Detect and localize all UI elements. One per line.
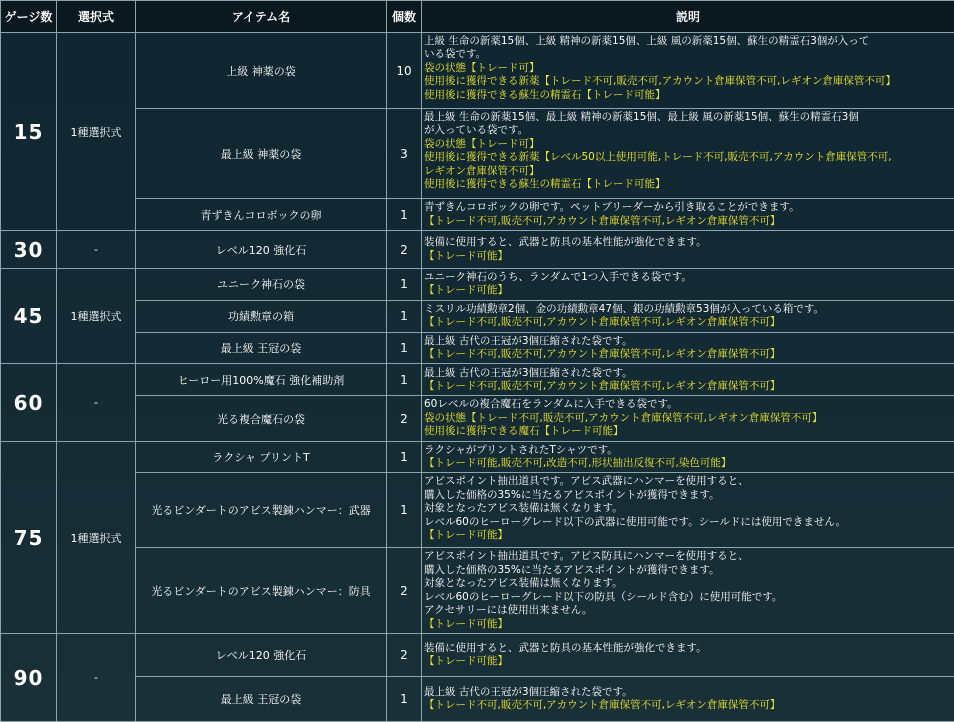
description-line: レベル60のヒーローグレード以下の防具（シールド含む）に使用可能です。 [424,591,952,604]
quantity-cell: 1 [387,269,422,301]
table-row [1,548,954,634]
quantity-cell: 1 [387,677,422,722]
item-name-cell: レベル120 強化石 [136,231,387,269]
description-cell [422,396,954,441]
description-line: 60レベルの複合魔石をランダムに入手できる袋です。 [424,398,952,411]
description-note-line: 袋の状態【トレード不可,販売不可,アカウント倉庫保管不可,レギオン倉庫保管不可】 [424,412,952,425]
table-row [1,441,954,473]
quantity-cell: 1 [387,332,422,364]
header-description: 説明 [422,1,954,33]
gauge-cell: 60 [1,364,57,441]
table-row [1,199,954,231]
gauge-cell: 75 [1,441,57,634]
gauge-cell: 30 [1,231,57,269]
description-line: レベル60のヒーローグレード以下の武器に使用可能です。シールドには使用できません。 [424,516,952,529]
description-note-line: レギオン倉庫保管不可】 [424,165,952,178]
item-name-cell: ラクシャ プリントT [136,441,387,473]
table-row [1,109,954,199]
description-cell [422,364,954,396]
quantity-cell: 1 [387,364,422,396]
description-cell [422,548,954,634]
description-line: ラクシャがプリントされたTシャツです。 [424,444,952,457]
table-row [1,332,954,364]
item-name-cell: 最上級 王冠の袋 [136,332,387,364]
quantity-cell: 10 [387,33,422,109]
description-note-line: 【トレード可能】 [424,250,952,263]
description-line: が入っている袋です。 [424,124,952,137]
description-cell [422,199,954,231]
description-note-line: 【トレード可能】 [424,529,952,542]
description-line: アクセサリーには使用出来ません。 [424,604,952,617]
item-name-cell: レベル120 強化石 [136,634,387,677]
description-line: ミスリル功績勲章2個、金の功績勲章47個、銀の功績勲章53個が入っている箱です。 [424,303,952,316]
table-row [1,33,954,109]
description-line: 購入した価格の35%に当たるアビスポイントが獲得できます。 [424,564,952,577]
item-name-cell: ヒーロー用100%魔石 強化補助剤 [136,364,387,396]
header-quantity: 個数 [387,1,422,33]
gauge-cell: 15 [1,33,57,231]
item-name-cell: 光る複合魔石の袋 [136,396,387,441]
description-note-line: 【トレード不可,販売不可,アカウント倉庫保管不可,レギオン倉庫保管不可】 [424,215,952,228]
description-line: ユニーク神石のうち、ランダムで1つ入手できる袋です。 [424,271,952,284]
table-row [1,677,954,722]
description-note-line: 【トレード不可,販売不可,アカウント倉庫保管不可,レギオン倉庫保管不可】 [424,348,952,361]
description-note-line: 【トレード不可,販売不可,アカウント倉庫保管不可,レギオン倉庫保管不可】 [424,316,952,329]
item-name-cell: 最上級 王冠の袋 [136,677,387,722]
description-note-line: 【トレード可能】 [424,284,952,297]
description-line: 購入した価格の35%に当たるアビスポイントが獲得できます。 [424,489,952,502]
description-cell [422,332,954,364]
description-line: 最上級 古代の王冠が3個圧縮された袋です。 [424,335,952,348]
select-type-cell: 1種選択式 [57,33,136,231]
quantity-cell: 2 [387,231,422,269]
select-type-cell: 1種選択式 [57,441,136,634]
description-note-line: 使用後に獲得できる蘇生の精霊石【トレード可能】 [424,178,952,191]
description-line: アビスポイント抽出道具です。アビス防具にハンマーを使用すると、 [424,550,952,563]
description-cell [422,441,954,473]
description-note-line: 使用後に獲得できる新薬【トレード不可,販売不可,アカウント倉庫保管不可,レギオン倉庫保管不可】 [424,75,952,88]
quantity-cell: 3 [387,109,422,199]
select-type-cell: - [57,364,136,441]
description-line: 対象となったアビス装備は無くなります。 [424,502,952,515]
quantity-cell: 2 [387,396,422,441]
description-note-line: 【トレード可能,販売不可,改造不可,形状抽出反復不可,染色可能】 [424,457,952,470]
description-cell [422,677,954,722]
description-cell [422,300,954,332]
table-body [1,33,954,722]
description-cell [422,33,954,109]
item-name-cell: 功績勲章の箱 [136,300,387,332]
description-note-line: 【トレード可能】 [424,655,952,668]
item-name-cell: 光るビンダートのアビス製錬ハンマー：武器 [136,473,387,548]
description-note-line: 袋の状態【トレード可】 [424,62,952,75]
description-line: アビスポイント抽出道具です。アビス武器にハンマーを使用すると、 [424,475,952,488]
description-line: いる袋です。 [424,48,952,61]
item-name-cell: 光るビンダートのアビス製錬ハンマー：防具 [136,548,387,634]
description-line: 装備に使用すると、武器と防具の基本性能が強化できます。 [424,642,952,655]
description-cell [422,109,954,199]
select-type-cell: - [57,634,136,722]
quantity-cell: 1 [387,199,422,231]
description-line: 最上級 古代の王冠が3個圧縮された袋です。 [424,686,952,699]
table-row [1,364,954,396]
description-line: 上級 生命の新薬15個、上級 精神の新薬15個、上級 風の新薬15個、蘇生の精霊石3個が入って [424,35,952,48]
description-note-line: 袋の状態【トレード可】 [424,138,952,151]
quantity-cell: 1 [387,473,422,548]
description-line: 最上級 古代の王冠が3個圧縮された袋です。 [424,367,952,380]
gauge-cell: 90 [1,634,57,722]
description-cell [422,634,954,677]
description-line: 対象となったアビス装備は無くなります。 [424,577,952,590]
header-select: 選択式 [57,1,136,33]
quantity-cell: 1 [387,441,422,473]
description-note-line: 【トレード不可,販売不可,アカウント倉庫保管不可,レギオン倉庫保管不可】 [424,380,952,393]
description-note-line: 使用後に獲得できる新薬【レベル50以上使用可能,トレード不可,販売不可,アカウント倉庫保管不可, [424,151,952,164]
table-row [1,300,954,332]
item-name-cell: 上級 神薬の袋 [136,33,387,109]
table-row [1,473,954,548]
quantity-cell: 2 [387,634,422,677]
description-cell [422,269,954,301]
quantity-cell: 2 [387,548,422,634]
description-note-line: 【トレード可能】 [424,618,952,631]
select-type-cell: 1種選択式 [57,269,136,364]
description-line: 青ずきんコロボックの卵です。ペットブリーダーから引き取ることができます。 [424,201,952,214]
description-cell [422,231,954,269]
description-note-line: 使用後に獲得できる魔石【トレード可能】 [424,425,952,438]
item-name-cell: 青ずきんコロボックの卵 [136,199,387,231]
gauge-cell: 45 [1,269,57,364]
table-row [1,396,954,441]
quantity-cell: 1 [387,300,422,332]
item-name-cell: 最上級 神薬の袋 [136,109,387,199]
description-cell [422,473,954,548]
table-row [1,634,954,677]
table-row [1,269,954,301]
description-note-line: 使用後に獲得できる蘇生の精霊石【トレード可能】 [424,89,952,102]
header-item-name: アイテム名 [136,1,387,33]
item-name-cell: ユニーク神石の袋 [136,269,387,301]
header-gauge: ゲージ数 [1,1,57,33]
header-row [1,1,954,33]
description-line: 装備に使用すると、武器と防具の基本性能が強化できます。 [424,236,952,249]
description-line: 最上級 生命の新薬15個、最上級 精神の新薬15個、最上級 風の新薬15個、蘇生の精霊石3個 [424,111,952,124]
table-row [1,231,954,269]
description-note-line: 【トレード不可,販売不可,アカウント倉庫保管不可,レギオン倉庫保管不可】 [424,699,952,712]
select-type-cell: - [57,231,136,269]
